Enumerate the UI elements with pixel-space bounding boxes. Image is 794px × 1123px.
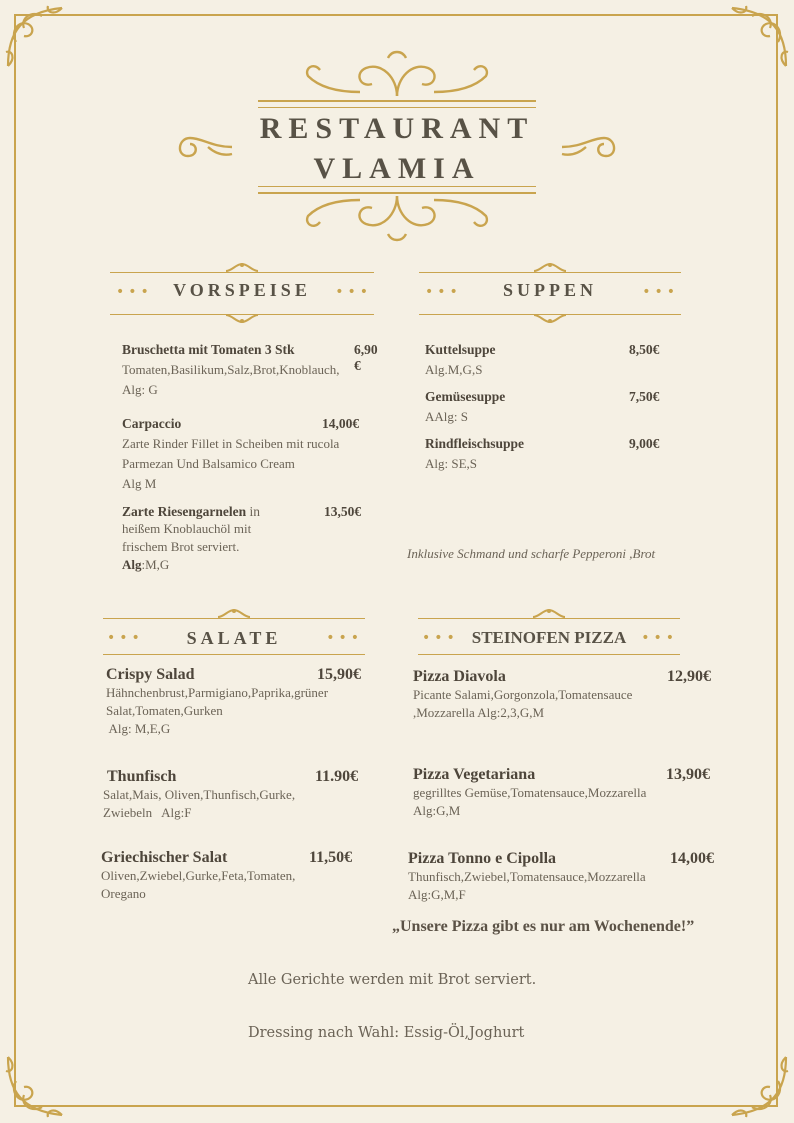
menu-item-rindfleischsuppe	[425, 436, 675, 474]
dots-ornament-icon: •••	[107, 630, 144, 646]
item-description: Zarte Rinder Fillet in Scheiben mit rucola	[122, 436, 340, 451]
item-allergens: ,Mozzarella Alg:2,3,G,M	[413, 705, 545, 720]
vorspeise-section-header	[110, 268, 374, 316]
corner-ornament-icon	[722, 1051, 792, 1121]
item-allergens: AAlg: S	[425, 409, 468, 424]
item-allergens: Alg: SE,S	[425, 456, 478, 471]
item-name-suffix: in	[246, 504, 260, 519]
item-name: Pizza Tonno e Cipolla	[408, 850, 557, 867]
section-title: SALATE	[186, 628, 282, 648]
crown-ornament-icon	[531, 608, 567, 618]
dots-ornament-icon: •••	[326, 630, 363, 646]
corner-ornament-icon	[2, 2, 72, 72]
divider	[419, 272, 681, 273]
item-description: Parmezan Und Balsamico Cream	[122, 456, 295, 471]
dots-ornament-icon: •••	[422, 630, 459, 646]
section-title: SUPPEN	[502, 280, 597, 300]
right-flourish-ornament-icon	[560, 132, 622, 162]
item-allergens: Alg M	[122, 476, 157, 491]
item-description: Oliven,Zwiebel,Gurke,Feta,Tomaten,	[101, 868, 296, 883]
menu-item-gemuesesuppe	[425, 389, 675, 427]
menu-item-carpaccio	[122, 416, 372, 494]
divider	[418, 654, 680, 655]
item-description: Salat,Tomaten,Gurken	[106, 703, 223, 718]
item-description: Tomaten,Basilikum,Salz,Brot,Knoblauch,	[122, 362, 340, 377]
restaurant-title-line2: VLAMIA	[313, 152, 481, 185]
dots-ornament-icon: •••	[425, 284, 462, 300]
item-name: Griechischer Salat	[101, 849, 228, 866]
menu-item-crispy-salad	[106, 666, 374, 738]
item-price: 8,50€	[629, 342, 660, 357]
salate-section-header	[103, 614, 365, 662]
item-name: Gemüsesuppe	[425, 389, 506, 404]
item-price: 11,50€	[309, 849, 353, 866]
section-title: VORSPEISE	[173, 280, 311, 300]
suppen-note: Inklusive Schmand und scharfe Pepperoni ,Brot	[407, 546, 656, 561]
pizza-section-header	[418, 614, 680, 662]
crown-ornament-icon	[224, 314, 260, 324]
item-description: Oregano	[101, 886, 146, 901]
menu-item-bruschetta	[122, 342, 378, 400]
item-name: Zarte Riesengarnelen	[122, 504, 247, 519]
dots-ornament-icon: •••	[642, 284, 679, 300]
item-allergens: :M,G	[141, 557, 170, 572]
restaurant-title-line1: RESTAURANT	[259, 112, 535, 145]
menu-item-pizza-diavola	[413, 668, 719, 722]
item-name: Rindfleischsuppe	[425, 436, 525, 451]
item-price: 13,50€	[324, 504, 362, 519]
left-flourish-ornament-icon	[172, 132, 234, 162]
item-description: Picante Salami,Gorgonzola,Tomatensauce	[413, 687, 633, 702]
item-price: 12,90€	[667, 668, 711, 685]
item-name: Pizza Diavola	[413, 668, 506, 685]
top-flourish-ornament-icon	[300, 48, 494, 100]
corner-ornament-icon	[722, 2, 792, 72]
dots-ornament-icon: •••	[116, 284, 153, 300]
section-title: STEINOFEN PIZZA	[471, 628, 627, 647]
crown-ornament-icon	[224, 262, 260, 272]
item-price: 6,90 €	[354, 342, 378, 373]
crown-ornament-icon	[532, 314, 568, 324]
footer-dressing-note: Dressing nach Wahl: Essig-Öl,Joghurt	[248, 1025, 525, 1041]
item-price: 14,00€	[322, 416, 360, 431]
menu-item-riesengarnelen	[122, 504, 372, 574]
item-name: Kuttelsuppe	[425, 342, 496, 357]
item-price: 9,00€	[629, 436, 660, 451]
crown-ornament-icon	[532, 262, 568, 272]
bottom-flourish-ornament-icon	[300, 192, 494, 244]
pizza-weekend-note: „Unsere Pizza gibt es nur am Wochenende!”	[392, 918, 695, 935]
item-name: Bruschetta mit Tomaten 3 Stk	[122, 342, 295, 357]
allergen-label: Alg	[122, 557, 142, 572]
item-allergens: Alg:G,M,F	[408, 887, 466, 902]
suppen-section-header	[419, 268, 681, 316]
menu-item-pizza-tonno	[408, 850, 720, 904]
menu-item-pizza-vegetariana	[413, 766, 719, 820]
corner-ornament-icon	[2, 1051, 72, 1121]
item-name: Crispy Salad	[106, 666, 195, 683]
item-price: 14,00€	[670, 850, 714, 867]
item-description: Salat,Mais, Oliven,Thunfisch,Gurke,	[103, 787, 296, 802]
item-description: Hähnchenbrust,Parmigiano,Paprika,grüner	[106, 685, 329, 700]
item-description: gegrilltes Gemüse,Tomatensauce,Mozzarella	[413, 785, 647, 800]
menu-item-thunfisch	[103, 768, 373, 822]
item-description: heißem Knoblauchöl mit	[122, 521, 252, 536]
divider	[103, 618, 365, 619]
divider	[110, 272, 374, 273]
menu-item-griechischer-salat	[101, 849, 371, 903]
item-price: 13,90€	[666, 766, 710, 783]
dots-ornament-icon: •••	[641, 630, 678, 646]
dots-ornament-icon: •••	[335, 284, 372, 300]
item-name: Thunfisch	[107, 768, 177, 785]
item-allergens: Alg: G	[122, 382, 158, 397]
item-price: 7,50€	[629, 389, 660, 404]
divider	[103, 654, 365, 655]
item-allergens: Alg: M,E,G	[106, 721, 171, 736]
item-allergens: Alg:G,M	[413, 803, 461, 818]
item-description: frischem Brot serviert.	[122, 539, 240, 554]
item-allergens: Alg.M,G,S	[425, 362, 483, 377]
item-description: Thunfisch,Zwiebel,Tomatensauce,Mozzarella	[408, 869, 646, 884]
item-name: Carpaccio	[122, 416, 182, 431]
item-price: 15,90€	[317, 666, 361, 683]
header-rule-top	[258, 100, 536, 108]
item-name: Pizza Vegetariana	[413, 766, 536, 783]
divider	[418, 618, 680, 619]
crown-ornament-icon	[216, 608, 252, 618]
menu-item-kuttelsuppe	[425, 342, 675, 380]
item-allergens: Zwiebeln Alg:F	[103, 805, 192, 820]
footer-bread-note: Alle Gerichte werden mit Brot serviert.	[248, 972, 537, 988]
item-price: 11.90€	[315, 768, 359, 785]
